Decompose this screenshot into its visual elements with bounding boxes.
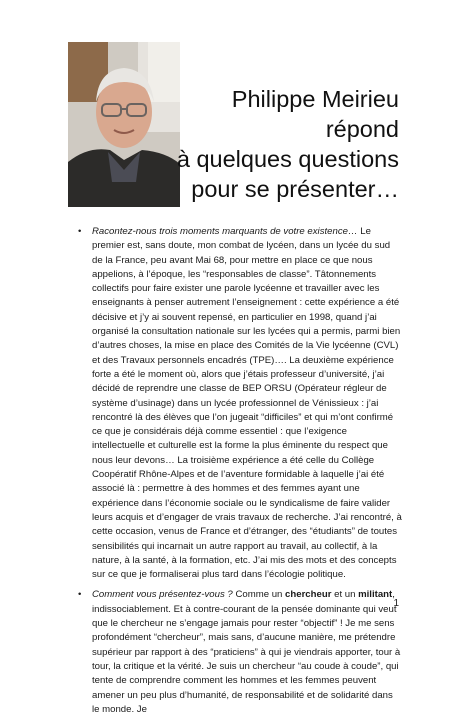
title-line: Philippe Meirieu (231, 86, 399, 112)
bullet: • (78, 226, 82, 237)
answer-text: et un (331, 589, 359, 601)
answer-text: , indissociablement. Et à contre-courant de la pensée dominante qui veut que le chercheur ne s’engage jamais pour rester “objectif” ! Je me sens profondément “chercheur”, mais sans, d’aucune manière, me prétendre supérieur par rapport à des “praticiens” à qui je viendrais apporter, tour à tour, la critique et la vérité. Je suis un chercheur “au coude à coude”, qui tente de comprendre comment les hommes et les femmes peuvent amener un peu plus d’humanité, de responsabilité et de solidarité dans le monde. Je (92, 589, 401, 715)
question-text: Comment vous présentez-vous ? (92, 589, 233, 601)
highlight-term: militant (358, 589, 393, 601)
answer-text: Comme un (232, 589, 286, 601)
title-line: pour se présenter… (191, 176, 399, 202)
question-text: Racontez-nous trois moments marquants de votre existence… (92, 226, 358, 237)
highlight-term: chercheur (285, 589, 332, 601)
page-number: 1 (393, 598, 399, 609)
title-line: à quelques questions (176, 146, 399, 172)
document-title (149, 84, 399, 204)
bullet: • (78, 589, 82, 601)
title-line: répond (325, 116, 399, 142)
document-body (78, 225, 402, 723)
list-item (78, 588, 402, 717)
list-item (78, 225, 402, 582)
answer-text: Le premier est, sans doute, mon combat de lycéen, dans un lycée du sud de la France, peu avant Mai 68, pour mettre en place ce que nous appelions, à l’époque, les “responsables de classe”. Tâtonnements collectifs pour faire exister une parole lycéenne et travailler avec les enseignants à penser autrement l’enseignement : cette expérience a été décisive et j’y ai souvent repensé, en particulier en 1998, quand j’ai organisé la consultation nationale sur les lycées qui a permis, parmi bien d’autres choses, la mise en place des Comités de la Vie lycéenne (CVL) et des Travaux personnels encadrés (TPE)…. La deuxième expérience forte a été le moment où, alors que j’étais professeur d’université, j’ai décidé de reprendre une classe de BEP ORSU (Opérateur régleur de système d’usinage) dans un lycée professionnel de Vénissieux : j’ai rencontré là des élèves que l’on jugeait “difficiles” et qui m’ont confirmé ce que je considérais déjà comme essentiel : que l’exigence intellectuelle et culturelle est la forme la plus éminente du respect que nous leur devons… La troisième expérience a été celle du Collège Coopératif Rhône-Alpes et de l’aventure formidable à laquelle j’ai été associé là : permettre à des hommes et des femmes ayant une expérience dans l’économie sociale ou le syndicalisme de faire valider leurs acquis et d’engager de vrais travaux de recherche. J’ai rencontré, à cette occasion, venus de France et d’étranger, des “étudiants” de toutes sensibilités qui incarnait un autre rapport au travail, au collectif, à la nature, à la santé, à la formation, etc. J’ai mis des mots et des concepts sur ce que je formaliserai plus tard dans l’écologie politique. (92, 226, 402, 581)
